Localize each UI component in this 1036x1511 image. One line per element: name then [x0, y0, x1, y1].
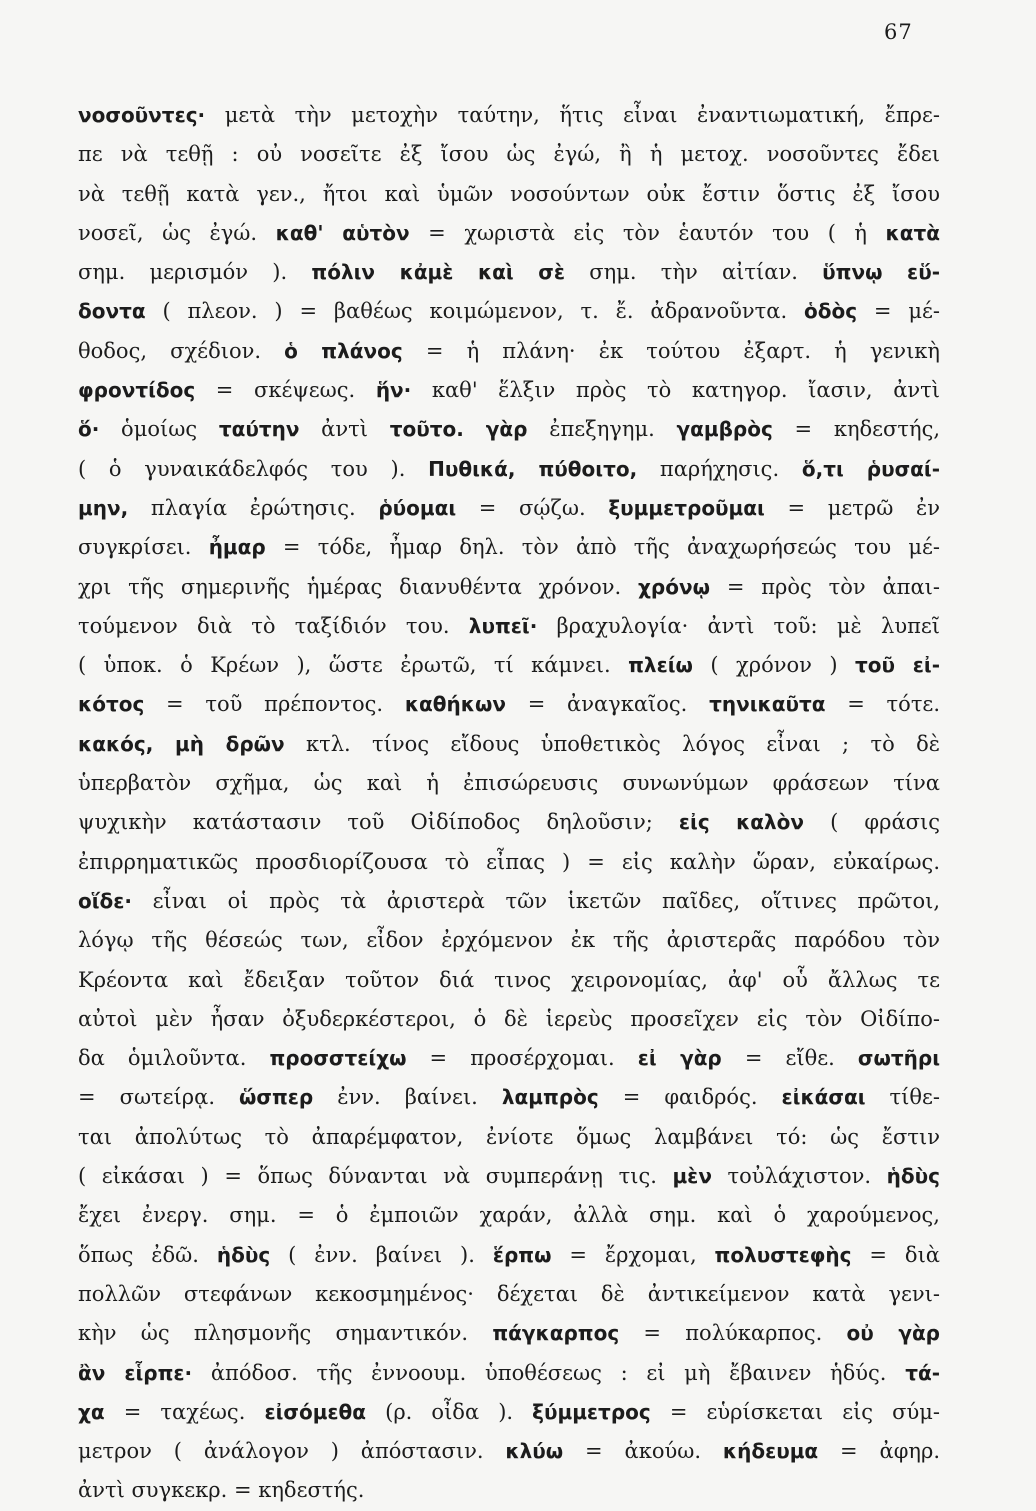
text-line [78, 332, 940, 371]
gloss-text: ὑπερβατὸν σχῆμα, ὡς καὶ ἡ ἐπισώρευσις συνωνύμων φράσεων τίνα [78, 771, 940, 796]
gloss-text: ( ὑποκ. ὁ Κρέων ), ὥστε ἐρωτῶ, τί κάμνει. [78, 653, 629, 678]
lemma-term: καθήκων [404, 692, 506, 717]
text-line [78, 175, 940, 214]
gloss-text: ( ὁ γυναικάδελφός του ). [78, 456, 429, 481]
gloss-text: = σωτείρᾳ. [78, 1085, 240, 1110]
gloss-text: ἐπιρρηματικῶς προσδιορίζουσα τὸ εἶπας ) = εἰς καλὴν ὥραν, εὐκαίρως. [78, 849, 940, 874]
text-line [78, 1275, 940, 1314]
gloss-text: ( εἰκάσαι ) = ὅπως δύνανται νὰ συμπεράνῃ τις. [78, 1164, 673, 1189]
lemma-term: κότος [78, 692, 145, 717]
lemma-term: προσστείχω [269, 1046, 407, 1071]
text-line [78, 135, 940, 174]
lemma-term: πόλιν κἀμὲ καὶ σὲ [311, 260, 565, 285]
text-line [78, 1078, 940, 1117]
text-line [78, 882, 940, 921]
lemma-term: πολυστεφὴς [714, 1242, 852, 1267]
gloss-text: τίθε- [865, 1085, 940, 1110]
lemma-term: φροντίδος [78, 378, 196, 403]
gloss-text: ψυχικὴν κατάστασιν τοῦ Οἰδίποδος δηλοῦσιν; [78, 810, 679, 835]
text-line [78, 1393, 940, 1432]
lemma-term: κακός, μὴ δρῶν [78, 731, 285, 756]
gloss-text: ( ἐνν. βαίνει ). [270, 1242, 493, 1267]
gloss-text: δα ὁμιλοῦντα. [78, 1046, 270, 1071]
lemma-term: ταύτην [218, 417, 300, 442]
gloss-text: πλαγία ἐρώτησις. [128, 495, 379, 520]
lemma-term: ῥύομαι [378, 495, 457, 520]
gloss-text: ἀπόδοσ. τῆς ἐννοουμ. ὑποθέσεως : εἰ μὴ ἔβαινεν ἡδύς. [192, 1360, 906, 1385]
gloss-text: = εἴθε. [721, 1046, 858, 1071]
text-line [78, 843, 940, 882]
gloss-text: = πρὸς τὸν ἀπαι- [710, 574, 940, 599]
lemma-term: ὕπνῳ εὕ- [822, 260, 941, 285]
lemma-term: πλείω [628, 653, 693, 678]
text-line [78, 685, 940, 724]
lemma-term: ὁδὸς [804, 299, 858, 324]
lemma-term: μην, [78, 495, 129, 520]
gloss-text: ( χρόνον ) [692, 653, 856, 678]
gloss-text: = σῴζω. [456, 495, 609, 520]
lemma-term: ἦμαρ [208, 535, 266, 560]
lemma-term: Πυθικά, πύθοιτο, [428, 456, 638, 481]
lemma-term: οἵδε· [78, 888, 133, 913]
gloss-text: ἀντὶ συγκεκρ. = κηδεστής. [78, 1478, 365, 1503]
text-line [78, 253, 940, 292]
gloss-text: = ἔρχομαι, [551, 1242, 715, 1267]
lemma-term: ἡδὺς [216, 1242, 271, 1267]
lemma-term: γαμβρὸς [676, 417, 773, 442]
gloss-text: ἀντὶ [299, 417, 390, 442]
text-line [78, 646, 940, 685]
gloss-text: (ρ. οἶδα ). [366, 1399, 533, 1424]
lemma-term: εἰ γὰρ [637, 1046, 722, 1071]
gloss-text: τούμενον διὰ τὸ ταξίδιόν του. [78, 613, 469, 638]
lemma-term: τοῦ εἰ- [855, 653, 940, 678]
gloss-text: Κρέοντα καὶ ἔδειξαν τοῦτον διά τινος χειρονομίας, ἀφ' οὗ ἄλλως τε [78, 967, 940, 992]
lemma-term: τά- [905, 1360, 940, 1385]
text-line [78, 1471, 940, 1510]
text-line [78, 1157, 940, 1196]
gloss-text: πε νὰ τεθῇ : οὐ νοσεῖτε ἐξ ἴσου ὡς ἐγώ, ἢ ἡ μετοχ. νοσοῦντες ἔδει [78, 142, 940, 167]
text-line [78, 725, 940, 764]
lemma-term: ξυμμετροῦμαι [608, 495, 765, 520]
gloss-text: = προσέρχομαι. [406, 1046, 638, 1071]
gloss-text: παρήχησις. [637, 456, 802, 481]
gloss-text: κτλ. τίνος εἴδους ὑποθετικὸς λόγος εἶναι ; τὸ δὲ [284, 731, 940, 756]
text-line [78, 1236, 940, 1275]
text-line [78, 292, 940, 331]
gloss-text: σημ. τὴν αἰτίαν. [564, 260, 823, 285]
lemma-term: κήδευμα [722, 1439, 819, 1464]
lemma-term: εἰκάσαι [781, 1085, 866, 1110]
lemma-term: καθ' αὑτὸν [275, 220, 410, 245]
lemma-term: τοῦτο. γὰρ [389, 417, 528, 442]
text-line [78, 1118, 940, 1157]
lemma-term: ἕρπω [492, 1242, 552, 1267]
gloss-text: μετὰ τὴν μετοχὴν ταύτην, ἥτις εἶναι ἐναντιωματική, ἔπρε- [205, 103, 940, 127]
lemma-term: χρόνῳ [638, 574, 710, 599]
text-line [78, 1000, 940, 1039]
gloss-text: = διὰ [851, 1242, 940, 1267]
lemma-term: σωτῆρι [857, 1046, 940, 1071]
gloss-text: = τοῦ πρέποντος. [144, 692, 405, 717]
lemma-term: πάγκαρπος [492, 1321, 620, 1346]
lemma-term: εἰσόμεθα [264, 1399, 367, 1424]
gloss-text: = εὑρίσκεται εἰς σύμ- [650, 1399, 940, 1424]
gloss-text: εἶναι οἱ πρὸς τὰ ἀριστερὰ τῶν ἱκετῶν παῖδες, οἵτινες πρῶτοι, [132, 888, 940, 913]
gloss-text: βραχυλογία· ἀντὶ τοῦ: μὲ λυπεῖ [537, 613, 941, 638]
lemma-term: κλύω [505, 1439, 564, 1464]
lemma-term: εἰς καλὸν [678, 810, 805, 835]
gloss-text: ἐπεξηγημ. [527, 417, 677, 442]
lemma-term: λαμπρὸς [501, 1085, 599, 1110]
gloss-text: θοδος, σχέδιον. [78, 338, 285, 363]
text-line [78, 371, 940, 410]
lemma-term: νοσοῦντες· [78, 103, 206, 127]
gloss-text: νὰ τεθῇ κατὰ γεν., ἤτοι καὶ ὑμῶν νοσούντων οὐκ ἔστιν ὅστις ἐξ ἴσου [78, 181, 940, 206]
text-line [78, 803, 940, 842]
text-line [78, 214, 940, 253]
gloss-text: = κηδεστής, [772, 417, 941, 442]
gloss-text: ἐνν. βαίνει. [313, 1085, 502, 1110]
commentary-text [78, 96, 940, 1511]
gloss-text: = σκέψεως. [195, 378, 376, 403]
gloss-text: τοὐλάχιστον. [711, 1164, 887, 1189]
gloss-text: ( φράσις [804, 810, 940, 835]
lemma-term: οὐ γὰρ [846, 1321, 940, 1346]
lemma-term: τηνικαῦτα [709, 692, 826, 717]
text-line [78, 1432, 940, 1471]
text-line [78, 568, 940, 607]
gloss-text: χρι τῆς σημερινῆς ἡμέρας διανυθέντα χρόνον. [78, 574, 639, 599]
text-line [78, 96, 940, 135]
text-line [78, 528, 940, 567]
text-line [78, 450, 940, 489]
gloss-text: πολλῶν στεφάνων κεκοσμημένος· δέχεται δὲ ἀντικείμενον κατὰ γενι- [78, 1281, 940, 1306]
gloss-text: λόγῳ τῆς θέσεώς των, εἶδον ἐρχόμενον ἐκ τῆς ἀριστερᾶς παρόδου τὸν [78, 928, 940, 953]
gloss-text: ὅπως ἐδῶ. [78, 1242, 217, 1267]
gloss-text: = ἡ πλάνη· ἐκ τούτου ἐξαρτ. ἡ γενικὴ [402, 338, 941, 363]
gloss-text: = ἀναγκαῖος. [505, 692, 710, 717]
lemma-term: δοντα [78, 299, 146, 324]
gloss-text: μετρον ( ἀνάλογον ) ἀπόστασιν. [78, 1439, 506, 1464]
lemma-term: ξύμμετρος [532, 1399, 651, 1424]
gloss-text: συγκρίσει. [78, 535, 209, 560]
lemma-term: ἡδὺς [886, 1164, 940, 1189]
gloss-text: = τόδε, ἦμαρ δηλ. τὸν ἀπὸ τῆς ἀναχωρήσεώς του μέ- [265, 535, 940, 560]
lemma-term: ὥσπερ [239, 1085, 314, 1110]
gloss-text: = μετρῶ ἐν [764, 495, 941, 520]
gloss-text: σημ. μερισμόν ). [78, 260, 312, 285]
gloss-text: νοσεῖ, ὡς ἐγώ. [78, 220, 276, 245]
gloss-text: = φαιδρός. [598, 1085, 782, 1110]
lemma-term: μὲν [672, 1164, 712, 1189]
text-line [78, 1196, 940, 1235]
text-line [78, 410, 940, 449]
gloss-text: = πολύκαρπος. [619, 1321, 847, 1346]
gloss-text: = ταχέως. [104, 1399, 265, 1424]
page-number: 67 [884, 20, 913, 44]
gloss-text: ( πλεον. ) = βαθέως κοιμώμενον, τ. ἔ. ἀδρανοῦντα. [145, 299, 804, 324]
gloss-text: ὁμοίως [99, 417, 219, 442]
text-line [78, 1354, 940, 1393]
lemma-term: ὁ πλάνος [284, 338, 403, 363]
text-line [78, 921, 940, 960]
gloss-text: ἔχει ἐνεργ. σημ. = ὁ ἐμποιῶν χαράν, ἀλλὰ σημ. καὶ ὁ χαρούμενος, [78, 1203, 940, 1228]
text-line [78, 1314, 940, 1353]
text-line [78, 607, 940, 646]
text-line [78, 764, 940, 803]
gloss-text: = ἀκούω. [563, 1439, 723, 1464]
text-line [78, 961, 940, 1000]
lemma-term: κατὰ [885, 220, 940, 245]
gloss-text: = ἀφηρ. [818, 1439, 940, 1464]
gloss-text: καθ' ἕλξιν πρὸς τὸ κατηγορ. ἴασιν, ἀντὶ [411, 378, 940, 403]
gloss-text: = μέ- [857, 299, 940, 324]
lemma-term: ὅ,τι ῥυσαί- [801, 456, 941, 481]
text-line [78, 489, 940, 528]
gloss-text: ται ἀπολύτως τὸ ἀπαρέμφατον, ἐνίοτε ὅμως λαμβάνει τό: ὡς ἔστιν [78, 1124, 940, 1149]
gloss-text: αὐτοὶ μὲν ἦσαν ὀξυδερκέστεροι, ὁ δὲ ἱερεὺς προσεῖχεν εἰς τὸν Οἰδίπο- [78, 1006, 940, 1031]
lemma-term: ὅ· [78, 417, 100, 442]
text-line [78, 1039, 940, 1078]
gloss-text: κὴν ὡς πλησμονῆς σημαντικόν. [78, 1321, 493, 1346]
lemma-term: χα [78, 1399, 105, 1424]
gloss-text: = τότε. [825, 692, 940, 717]
lemma-term: ἂν εἷρπε· [78, 1360, 193, 1385]
lemma-term: λυπεῖ· [468, 613, 538, 638]
lemma-term: ἥν· [375, 378, 412, 403]
gloss-text: = χωριστὰ εἰς τὸν ἑαυτόν του ( ἡ [409, 220, 886, 245]
